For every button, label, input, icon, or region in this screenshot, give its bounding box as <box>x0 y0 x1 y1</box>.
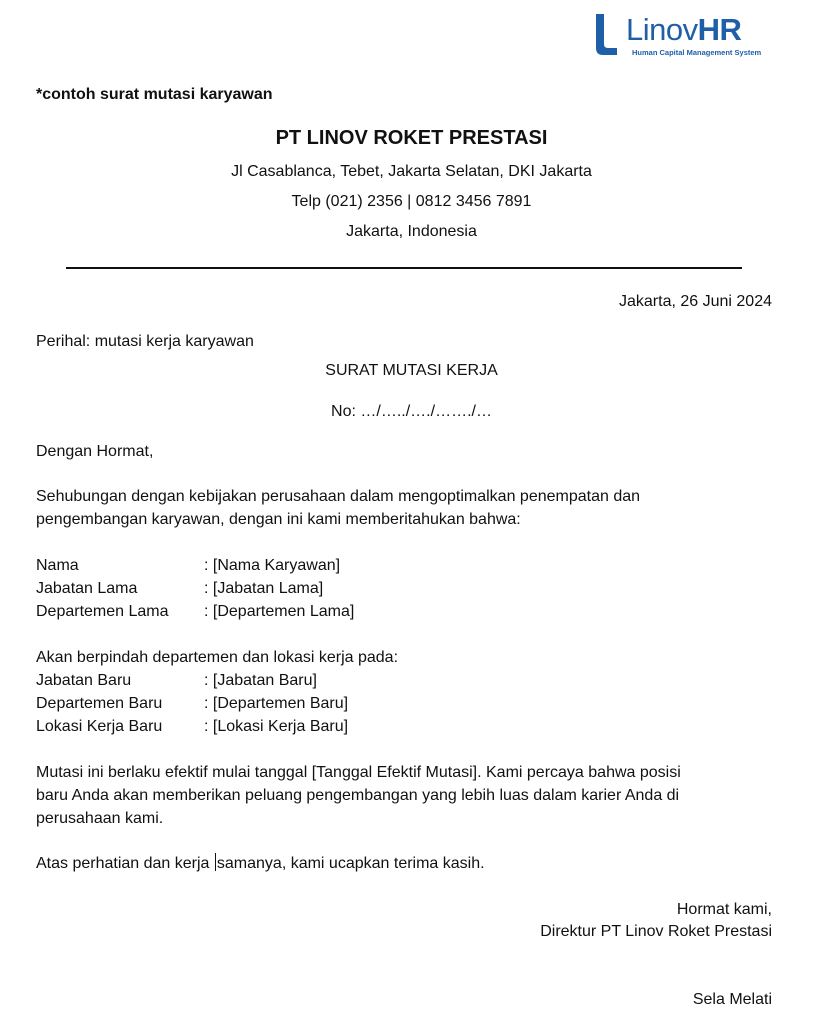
letterhead-divider <box>66 267 742 269</box>
field-label: Lokasi Kerja Baru <box>36 718 163 735</box>
effective-line: perusahaan kami. <box>36 810 164 827</box>
field-value: : [Lokasi Kerja Baru] <box>204 718 349 735</box>
field-value: : [Jabatan Baru] <box>204 672 317 689</box>
field-label: Nama <box>36 557 79 574</box>
transfer-intro: Akan berpindah departemen dan lokasi kerja pada: <box>36 649 399 666</box>
field-value: : [Nama Karyawan] <box>204 557 341 574</box>
effective-line: Mutasi ini berlaku efektif mulai tanggal [Tanggal Efektif Mutasi]. Kami percaya bahwa posisi <box>36 764 681 781</box>
linovhr-logo-icon <box>593 12 619 56</box>
signature-position: Direktur PT Linov Roket Prestasi <box>540 923 772 940</box>
closing-sentence[interactable] <box>36 853 485 874</box>
intro-paragraph <box>36 485 796 531</box>
letter-date: Jakarta, 26 Juni 2024 <box>619 293 772 310</box>
company-logo <box>593 12 783 60</box>
closing-text: Atas perhatian dan kerja <box>36 855 214 872</box>
intro-line: Sehubungan dengan kebijakan perusahaan dalam mengoptimalkan penempatan dan <box>36 488 641 505</box>
text-cursor <box>215 853 216 871</box>
letter-number: No: …/…../…./……./… <box>331 403 492 420</box>
template-note: *contoh surat mutasi karyawan <box>36 86 273 103</box>
effective-line: baru Anda akan memberikan peluang pengembangan yang lebih luas dalam karier Anda di <box>36 787 680 804</box>
field-label: Departemen Baru <box>36 695 163 712</box>
signature-regards: Hormat kami, <box>676 901 772 918</box>
field-value: : [Departemen Lama] <box>204 603 355 620</box>
company-city: Jakarta, Indonesia <box>346 223 477 240</box>
letter-subject: Perihal: mutasi kerja karyawan <box>36 333 254 350</box>
company-address: Jl Casablanca, Tebet, Jakarta Selatan, DKI Jakarta <box>231 163 592 180</box>
field-value: : [Jabatan Lama] <box>204 580 324 597</box>
field-value: : [Departemen Baru] <box>204 695 349 712</box>
intro-line: pengembangan karyawan, dengan ini kami memberitahukan bahwa: <box>36 511 521 528</box>
field-label: Departemen Lama <box>36 603 169 620</box>
signature-name: Sela Melati <box>692 991 772 1008</box>
field-label: Jabatan Lama <box>36 580 138 597</box>
logo-wordmark: LinovHR <box>626 12 742 47</box>
company-phone: Telp (021) 2356 | 0812 3456 7891 <box>291 193 532 210</box>
greeting: Dengan Hormat, <box>36 443 154 460</box>
letter-title: SURAT MUTASI KERJA <box>325 362 498 379</box>
logo-tagline: Human Capital Management System <box>632 48 762 57</box>
company-name: PT LINOV ROKET PRESTASI <box>275 127 548 149</box>
field-label: Jabatan Baru <box>36 672 132 689</box>
closing-text: samanya, kami ucapkan terima kasih. <box>216 855 485 872</box>
effective-paragraph <box>36 761 796 830</box>
